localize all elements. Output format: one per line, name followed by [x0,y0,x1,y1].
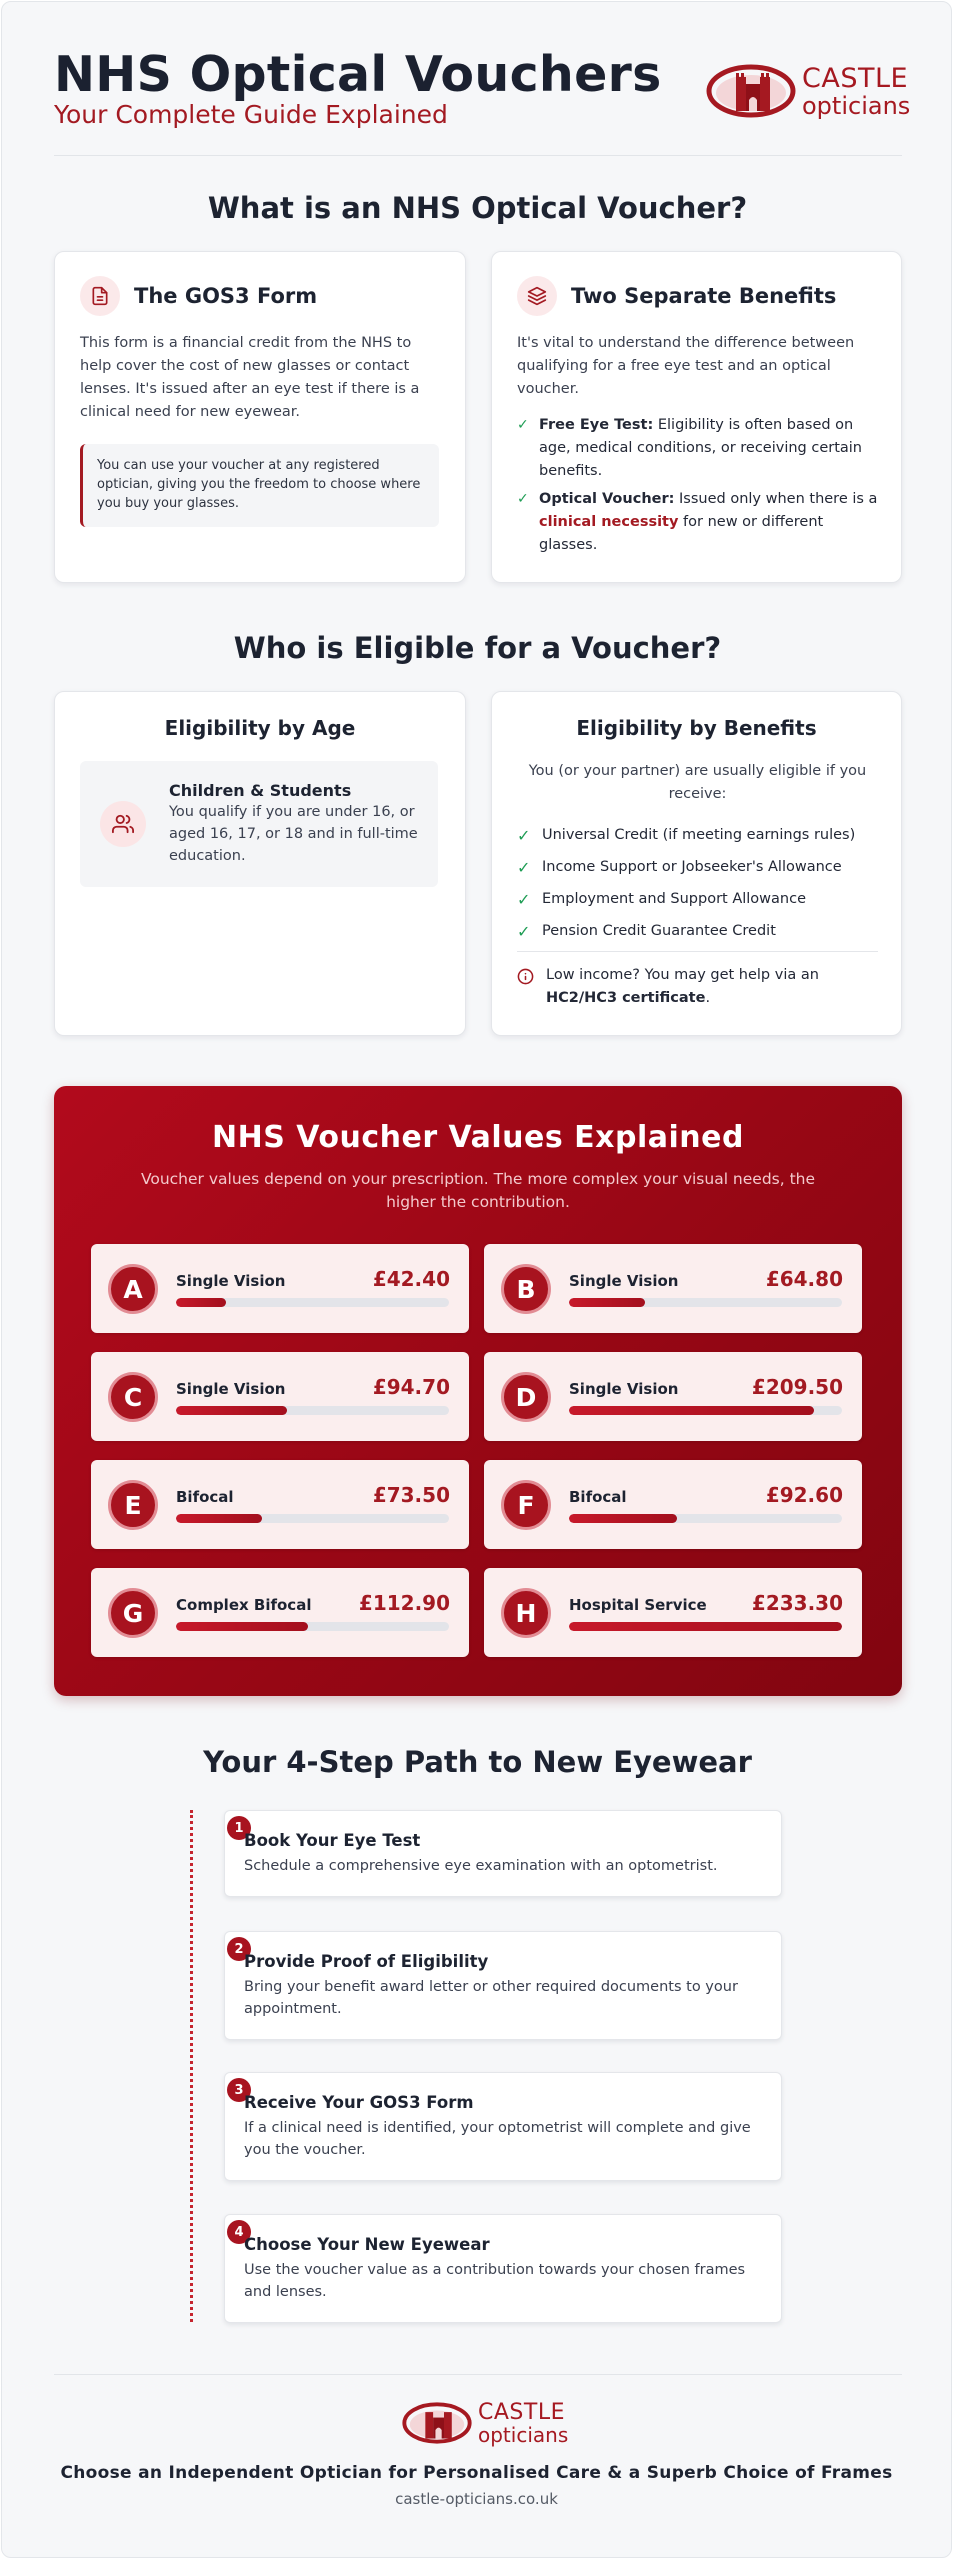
voucher-card [91,1352,469,1441]
voucher-value-fill [176,1406,287,1415]
voucher-value-fill [569,1298,645,1307]
document-icon [80,276,120,316]
benefit-item [517,923,776,941]
page-title: NHS Optical Vouchers [54,46,662,103]
voucher-price: £233.30 [751,1591,843,1615]
logo-brand: CASTLE [802,62,909,94]
benefit-item [517,891,806,909]
step-number: 4 [227,2220,251,2244]
voucher-letter: G [108,1588,158,1638]
benefit-item-label: Pension Credit Guarantee Credit [542,923,776,939]
voucher-value-fill [569,1514,677,1523]
voucher-value-bar [176,1406,449,1415]
step-title: Receive Your GOS3 Form [244,2093,474,2112]
voucher-price: £92.60 [765,1483,843,1507]
voucher-value-bar [176,1622,449,1631]
step-title: Provide Proof of Eligibility [244,1952,489,1971]
benefits-eligibility-title: Eligibility by Benefits [576,716,817,740]
voucher-type: Single Vision [569,1272,679,1290]
voucher-price: £42.40 [372,1267,450,1291]
steps-heading: Your 4-Step Path to New Eyewear [203,1745,752,1779]
gos3-text: This form is a financial credit from the NHS to help cover the cost of new glasses or contact lenses. It's issued after an eye test if there is a clinical need for new eyewear. [80,335,420,420]
voucher-price: £112.90 [358,1591,450,1615]
two-benefits-card [491,251,902,583]
step-title: Book Your Eye Test [244,1831,421,1850]
voucher-letter: F [501,1480,551,1530]
check-icon: ✓ [517,858,531,877]
low-income-note [517,964,878,1010]
voucher-type: Bifocal [176,1488,234,1506]
check-icon: ✓ [517,491,529,507]
benefit-item-label: Income Support or Jobseeker's Allowance [542,859,842,875]
users-icon [100,801,146,847]
voucher-value-bar [569,1514,842,1523]
clinical-necessity-highlight: clinical necessity [539,514,679,530]
voucher-value-bar [569,1622,842,1631]
hc2-hc3-certificate: HC2/HC3 certificate [546,990,706,1006]
voucher-type: Bifocal [569,1488,627,1506]
voucher-letter: D [501,1372,551,1422]
footer-logo[interactable] [402,2400,568,2446]
step-card [224,1810,782,1897]
free-eye-test-text: Eligibility is often based on age, medical conditions, or receiving certain benefits. [539,417,863,479]
gos3-card [54,251,466,583]
voucher-price: £94.70 [372,1375,450,1399]
optical-voucher-item [517,488,879,557]
voucher-letter: H [501,1588,551,1638]
voucher-type: Single Vision [569,1380,679,1398]
page-header [54,46,911,156]
voucher-value-bar [569,1406,842,1415]
benefits-eligibility-card [491,691,902,1036]
footer-tagline: Choose an Independent Optician for Personalised Care & a Superb Choice of Frames [60,2463,893,2483]
step-text: Schedule a comprehensive eye examination with an optometrist. [244,1858,718,1874]
voucher-values-heading: NHS Voucher Values Explained [212,1120,744,1155]
voucher-letter: E [108,1480,158,1530]
footer-logo-brand: CASTLE [478,2399,565,2425]
voucher-card [484,1460,862,1549]
voucher-value-bar [176,1514,449,1523]
voucher-type: Hospital Service [569,1596,707,1614]
voucher-value-fill [569,1622,842,1631]
free-eye-test-item [517,414,879,483]
two-benefits-title: Two Separate Benefits [571,284,837,308]
step-card [224,1931,782,2040]
voucher-price: £209.50 [751,1375,843,1399]
gos3-note: You can use your voucher at any registered optician, giving you the freedom to choose where you buy your glasses. [80,444,439,527]
footer-website-link[interactable]: castle-opticians.co.uk [395,2490,558,2508]
benefit-item [517,827,855,845]
voucher-value-fill [176,1622,308,1631]
voucher-value-fill [569,1406,814,1415]
check-icon: ✓ [517,417,529,433]
children-students-box [80,761,438,887]
divider [517,951,878,952]
page-subtitle: Your Complete Guide Explained [54,100,448,129]
children-students-title: Children & Students [169,781,352,800]
benefits-intro: You (or your partner) are usually eligible if you receive: [528,763,867,802]
footer-divider [54,2374,902,2375]
castle-opticians-logo[interactable] [706,62,910,120]
voucher-card [91,1244,469,1333]
voucher-price: £73.50 [372,1483,450,1507]
voucher-price: £64.80 [765,1267,843,1291]
step-number: 3 [227,2078,251,2102]
optical-voucher-text: Issued only when there is a [674,491,878,507]
step-text: Bring your benefit award letter or other required documents to your appointment. [244,1979,738,2017]
age-eligibility-title: Eligibility by Age [164,716,356,740]
check-icon: ✓ [517,890,531,909]
children-students-text: You qualify if you are under 16, or aged 16, 17, or 18 and in full-time education. [169,804,418,864]
castle-logo-icon [402,2400,472,2446]
step-title: Choose Your New Eyewear [244,2235,490,2254]
voucher-value-bar [569,1298,842,1307]
step-text: Use the voucher value as a contribution towards your chosen frames and lenses. [244,2262,746,2300]
voucher-letter: A [108,1264,158,1314]
step-card [224,2072,782,2181]
infographic-page [1,1,952,2558]
eligibility-heading: Who is Eligible for a Voucher? [233,631,722,665]
check-icon: ✓ [517,922,531,941]
layers-icon [517,276,557,316]
voucher-card [91,1460,469,1549]
optical-voucher-label: Optical Voucher: [539,491,675,507]
free-eye-test-label: Free Eye Test: [539,417,654,433]
benefit-item-label: Employment and Support Allowance [542,891,806,907]
voucher-type: Complex Bifocal [176,1596,312,1614]
voucher-value-bar [176,1298,449,1307]
voucher-letter: B [501,1264,551,1314]
voucher-type: Single Vision [176,1380,286,1398]
castle-logo-icon [706,62,796,120]
voucher-values-panel [54,1086,902,1696]
voucher-card [91,1568,469,1657]
optical-voucher-text-end: for new or different glasses. [539,514,824,553]
step-text: If a clinical need is identified, your optometrist will complete and give you the voucher. [244,2120,751,2158]
voucher-type: Single Vision [176,1272,286,1290]
age-eligibility-card [54,691,466,1036]
low-income-text: Low income? You may get help via an [546,967,819,983]
voucher-letter: C [108,1372,158,1422]
info-icon [517,964,546,1010]
steps-timeline [190,1810,193,2322]
voucher-value-fill [176,1298,226,1307]
voucher-card [484,1352,862,1441]
step-card [224,2214,782,2323]
step-number: 1 [227,1816,251,1840]
benefit-item-label: Universal Credit (if meeting earnings rules) [542,827,856,843]
logo-subbrand: opticians [802,91,911,120]
what-is-heading: What is an NHS Optical Voucher? [207,191,748,225]
voucher-value-fill [176,1514,262,1523]
voucher-values-subtitle: Voucher values depend on your prescription. The more complex your visual needs, the higher the contribution. [140,1170,816,1211]
gos3-title: The GOS3 Form [134,284,318,308]
step-number: 2 [227,1937,251,1961]
two-benefits-text: It's vital to understand the difference between qualifying for a free eye test and an optical voucher. [517,335,855,397]
check-icon: ✓ [517,826,531,845]
low-income-end: . [705,990,711,1006]
benefit-item [517,859,842,877]
voucher-card [484,1244,862,1333]
voucher-card [484,1568,862,1657]
footer-logo-subbrand: opticians [478,2422,569,2447]
